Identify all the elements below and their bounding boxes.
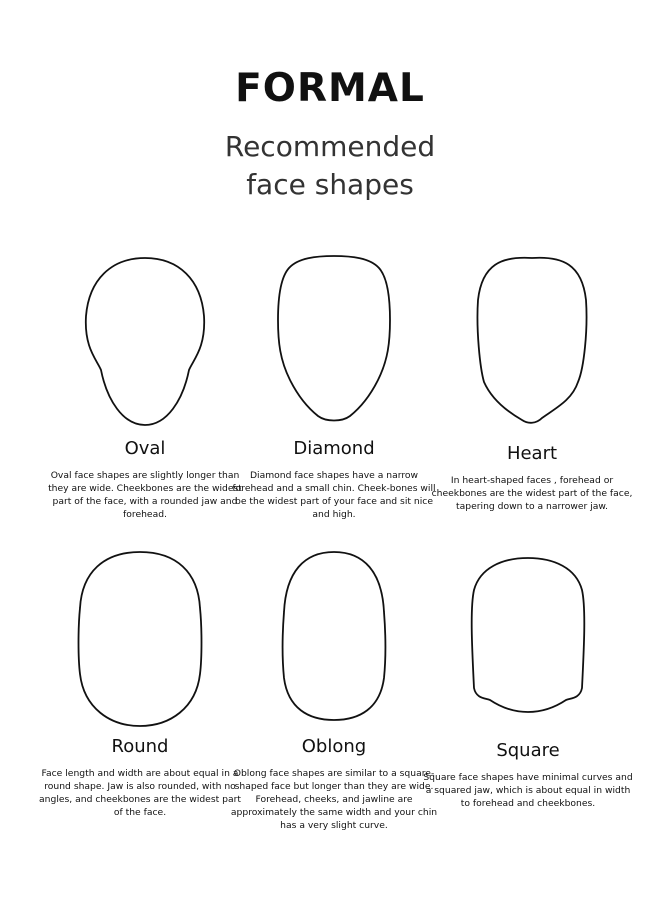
shape-name-square: Square bbox=[496, 740, 560, 761]
face-card-heart bbox=[431, 250, 633, 512]
diamond-face-outline-icon bbox=[234, 250, 434, 430]
face-card-square bbox=[423, 548, 633, 809]
subtitle-line-2: face shapes bbox=[246, 168, 414, 201]
round-face-outline-icon bbox=[40, 548, 240, 730]
shape-desc-oval: Oval face shapes are slightly longer than they are wide. Cheekbones are the widest part of the face, with a rounded jaw and forehead. bbox=[48, 470, 242, 520]
shape-desc-diamond: Diamond face shapes have a narrow forehead and a small chin. Cheek-bones will be the widest part of your face and sit nice and high. bbox=[232, 470, 436, 520]
face-card-diamond bbox=[232, 250, 436, 520]
page-subtitle bbox=[0, 128, 660, 204]
shape-name-oblong: Oblong bbox=[301, 736, 367, 757]
oblong-face-outline-icon bbox=[234, 548, 434, 730]
shape-name-heart: Heart bbox=[506, 443, 558, 464]
heart-face-outline-icon bbox=[432, 250, 632, 430]
face-card-oval bbox=[45, 250, 245, 520]
square-face-outline-icon bbox=[428, 548, 628, 730]
shape-desc-oblong: Oblong face shapes are similar to a square-shaped face but longer than they are wide. Forehead, cheeks, and jawline are approximately the same width and your chin has a very slight curve. bbox=[230, 768, 438, 831]
shape-name-round: Round bbox=[111, 736, 169, 757]
subtitle-line-1: Recommended bbox=[224, 130, 436, 163]
shape-desc-square: Square face shapes have minimal curves and a squared jaw, which is about equal in width to forehead and cheekbones. bbox=[423, 772, 633, 809]
oval-face-outline-icon bbox=[45, 250, 245, 430]
page-title: FORMAL bbox=[235, 66, 425, 111]
shape-desc-round: Face length and width are about equal in a round shape. Jaw is also rounded, with no angles, and cheekbones are the widest part of the face. bbox=[39, 768, 241, 818]
shape-name-diamond: Diamond bbox=[293, 438, 375, 459]
face-card-oblong bbox=[230, 548, 438, 831]
shape-desc-heart: In heart-shaped faces , forehead or cheekbones are the widest part of the face, tapering down to a narrower jaw. bbox=[431, 475, 633, 512]
shape-name-oval: Oval bbox=[124, 438, 166, 459]
face-card-round bbox=[39, 548, 241, 818]
